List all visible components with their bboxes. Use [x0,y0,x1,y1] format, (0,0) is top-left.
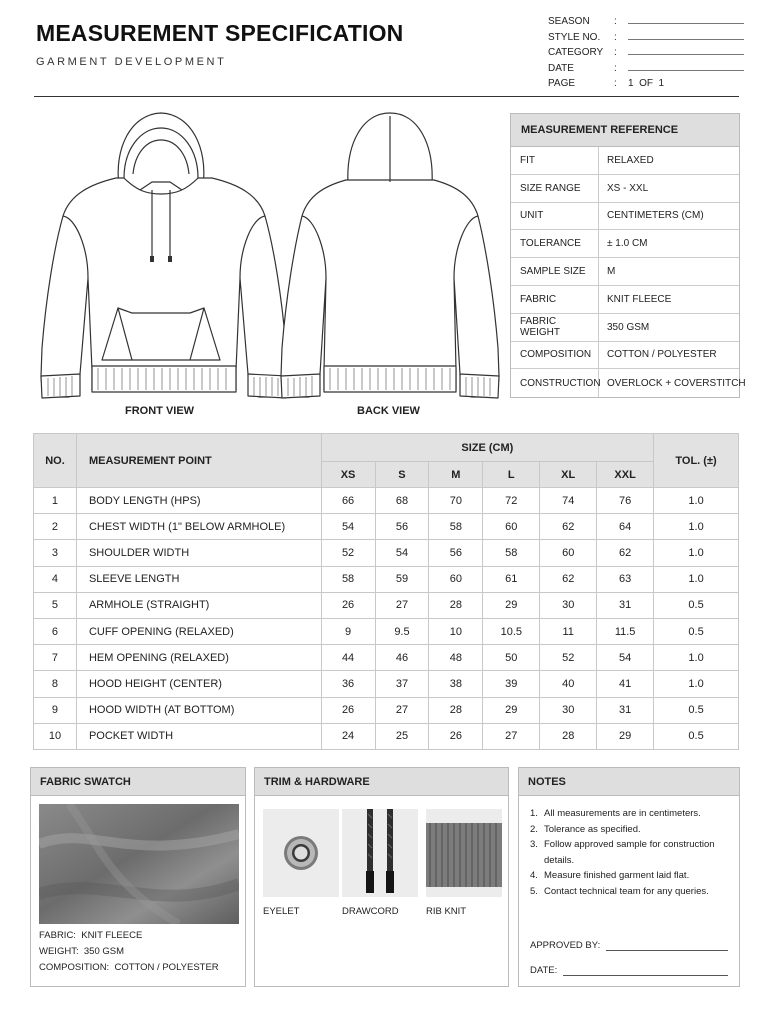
reference-key: FABRIC WEIGHT [511,314,599,341]
header-divider [34,96,739,97]
reference-row [511,203,739,231]
fabric-type: FABRIC: KNIT FLEECE [39,930,143,941]
size-value: 38 [429,671,483,697]
page-title: MEASUREMENT SPECIFICATION [36,20,404,46]
reference-row [511,369,746,397]
size-value: 48 [429,645,483,671]
size-value: 29 [483,592,540,618]
size-value: 37 [375,671,429,697]
size-value: 64 [597,514,654,540]
meta-date: DATE : [548,58,744,73]
size-value: 31 [597,592,654,618]
page-number: 1 OF 1 [628,77,665,89]
size-header-s: S [375,462,429,488]
size-value: 9 [321,618,375,644]
size-value: 58 [321,566,375,592]
reference-value: COTTON / POLYESTER [607,349,717,361]
note-item [530,837,740,868]
size-value: 54 [375,540,429,566]
note-text: Contact technical team for any queries. [544,885,709,897]
size-value: 46 [375,645,429,671]
measurement-point: CHEST WIDTH (1" BELOW ARMHOLE) [76,514,321,540]
trim-eyelet [263,809,339,917]
row-number: 6 [34,618,77,644]
table-row [34,723,739,749]
front-view-label: FRONT VIEW [125,405,195,417]
size-value: 28 [429,697,483,723]
approval-date-line[interactable] [563,966,728,976]
reference-value: XS - XXL [607,182,649,194]
table-row [34,697,739,723]
size-header-l: L [483,462,540,488]
size-header-xxl: XXL [597,462,654,488]
reference-value: 350 GSM [607,321,650,333]
size-value: 26 [321,592,375,618]
measurement-point: POCKET WIDTH [76,723,321,749]
trim-hardware-title: TRIM & HARDWARE [255,768,508,796]
size-value: 76 [597,488,654,514]
row-number: 8 [34,671,77,697]
eyelet-icon [263,809,339,897]
row-number: 2 [34,514,77,540]
approval-date-field: DATE: [530,965,728,976]
measurement-point: HEM OPENING (RELAXED) [76,645,321,671]
size-value: 24 [321,723,375,749]
note-number: 5. [530,885,538,897]
measurement-point: CUFF OPENING (RELAXED) [76,618,321,644]
measurement-point: ARMHOLE (STRAIGHT) [76,592,321,618]
size-value: 54 [321,514,375,540]
size-value: 62 [597,540,654,566]
size-value: 54 [597,645,654,671]
size-value: 58 [429,514,483,540]
size-value: 60 [540,540,597,566]
note-number: 3. [530,839,538,850]
note-item [530,822,740,838]
size-header-xs: XS [321,462,375,488]
measurement-point: HOOD HEIGHT (CENTER) [76,671,321,697]
note-text: Measure finished garment laid flat. [544,870,690,881]
size-value: 9.5 [375,618,429,644]
size-value: 44 [321,645,375,671]
trim-label-eyelet: EYELET [263,906,300,917]
size-value: 11 [540,618,597,644]
tolerance-value: 1.0 [654,488,739,514]
tolerance-value: 0.5 [654,592,739,618]
meta-block [548,12,744,89]
reference-key: FABRIC [511,286,599,313]
reference-key: SIZE RANGE [511,175,599,202]
size-value: 30 [540,697,597,723]
size-value: 41 [597,671,654,697]
trim-drawcord [342,809,418,917]
size-value: 28 [429,592,483,618]
col-header-size-group: SIZE (CM) [321,434,653,462]
tolerance-value: 1.0 [654,540,739,566]
trim-hardware-panel [254,767,509,987]
date-field[interactable] [628,63,744,71]
tolerance-value: 1.0 [654,514,739,540]
notes-panel [518,767,740,987]
table-row [34,645,739,671]
reference-value: KNIT FLEECE [607,293,672,305]
season-field[interactable] [628,16,744,24]
size-value: 74 [540,488,597,514]
size-value: 29 [597,723,654,749]
reference-key: SAMPLE SIZE [511,258,599,285]
size-value: 62 [540,514,597,540]
size-value: 66 [321,488,375,514]
tolerance-value: 0.5 [654,618,739,644]
size-value: 50 [483,645,540,671]
size-value: 26 [429,723,483,749]
back-view-label: BACK VIEW [357,405,420,417]
style-no-field[interactable] [628,32,744,40]
tolerance-value: 1.0 [654,671,739,697]
size-value: 61 [483,566,540,592]
size-value: 27 [483,723,540,749]
reference-row [511,175,739,203]
tolerance-value: 1.0 [654,645,739,671]
reference-row [511,314,739,342]
row-number: 9 [34,697,77,723]
fabric-weight: WEIGHT: 350 GSM [39,946,125,957]
reference-key: FIT [511,147,599,174]
reference-key: UNIT [511,203,599,230]
size-value: 52 [321,540,375,566]
row-number: 1 [34,488,77,514]
col-header-tolerance: TOL. (±) [654,434,739,488]
table-row [34,592,739,618]
size-value: 56 [429,540,483,566]
table-row [34,514,739,540]
note-item [530,868,740,884]
measurement-point: SLEEVE LENGTH [76,566,321,592]
size-value: 39 [483,671,540,697]
size-value: 10.5 [483,618,540,644]
size-value: 29 [483,697,540,723]
reference-value: OVERLOCK + COVERSTITCH [607,377,746,389]
reference-row [511,147,739,175]
row-number: 7 [34,645,77,671]
note-number: 4. [530,870,538,881]
meta-page: PAGE : 1 OF 1 [548,74,744,89]
size-value: 26 [321,697,375,723]
reference-title: MEASUREMENT REFERENCE [511,114,739,147]
trim-label-rib-knit: RIB KNIT [426,906,467,917]
size-value: 60 [483,514,540,540]
approved-by-line[interactable] [606,941,728,951]
note-item [530,806,740,822]
reference-row [511,342,739,370]
size-value: 56 [375,514,429,540]
size-value: 31 [597,697,654,723]
back-view-sketch [276,108,504,408]
rib-knit-icon [426,809,502,897]
size-value: 72 [483,488,540,514]
table-row [34,540,739,566]
measurement-table [33,433,739,750]
tolerance-value: 0.5 [654,697,739,723]
size-value: 52 [540,645,597,671]
table-row [34,488,739,514]
note-number: 2. [530,823,538,835]
note-item [530,884,740,900]
approved-by-field: APPROVED BY: [530,940,728,951]
reference-value: CENTIMETERS (CM) [607,210,704,222]
size-value: 30 [540,592,597,618]
size-value: 62 [540,566,597,592]
note-text: All measurements are in centimeters. [544,808,701,819]
notes-title: NOTES [519,768,739,796]
size-value: 68 [375,488,429,514]
trim-rib-knit [426,809,502,917]
fabric-swatch-image [39,804,239,924]
trim-label-drawcord: DRAWCORD [342,906,399,917]
size-value: 59 [375,566,429,592]
table-row [34,566,739,592]
table-row [34,618,739,644]
size-value: 36 [321,671,375,697]
meta-style-no: STYLE NO. : [548,27,744,42]
drawcord-icon [342,809,418,897]
page-subtitle: GARMENT DEVELOPMENT [36,56,227,68]
reference-value: ± 1.0 CM [607,238,648,250]
reference-value: M [607,266,616,278]
reference-row [511,258,739,286]
front-view-sketch [36,108,286,408]
col-header-no: NO. [34,434,77,488]
reference-key: CONSTRUCTION [511,369,599,397]
note-text: Follow approved sample for construction details. [544,839,715,866]
measurement-point: BODY LENGTH (HPS) [76,488,321,514]
notes-list [530,806,740,899]
size-value: 10 [429,618,483,644]
category-field[interactable] [628,47,744,55]
size-header-xl: XL [540,462,597,488]
size-value: 27 [375,592,429,618]
tolerance-value: 1.0 [654,566,739,592]
reference-key: TOLERANCE [511,230,599,257]
measurement-point: SHOULDER WIDTH [76,540,321,566]
note-number: 1. [530,808,538,819]
size-value: 70 [429,488,483,514]
meta-season: SEASON : [548,12,744,27]
measurement-reference-table [510,113,746,398]
reference-row [511,230,739,258]
size-value: 25 [375,723,429,749]
table-row [34,671,739,697]
row-number: 5 [34,592,77,618]
size-value: 58 [483,540,540,566]
reference-value: RELAXED [607,154,654,166]
size-value: 40 [540,671,597,697]
row-number: 4 [34,566,77,592]
fabric-swatch-title: FABRIC SWATCH [31,768,245,796]
size-value: 11.5 [597,618,654,644]
size-header-m: M [429,462,483,488]
reference-row [511,286,739,314]
size-value: 27 [375,697,429,723]
fabric-composition: COMPOSITION: COTTON / POLYESTER [39,962,219,973]
measurement-point: HOOD WIDTH (AT BOTTOM) [76,697,321,723]
row-number: 10 [34,723,77,749]
col-header-point: MEASUREMENT POINT [76,434,321,488]
row-number: 3 [34,540,77,566]
fabric-swatch-panel [30,767,246,987]
meta-category: CATEGORY : [548,43,744,58]
note-text: Tolerance as specified. [544,823,641,835]
tolerance-value: 0.5 [654,723,739,749]
size-value: 63 [597,566,654,592]
size-value: 28 [540,723,597,749]
size-value: 60 [429,566,483,592]
reference-key: COMPOSITION [511,342,599,369]
